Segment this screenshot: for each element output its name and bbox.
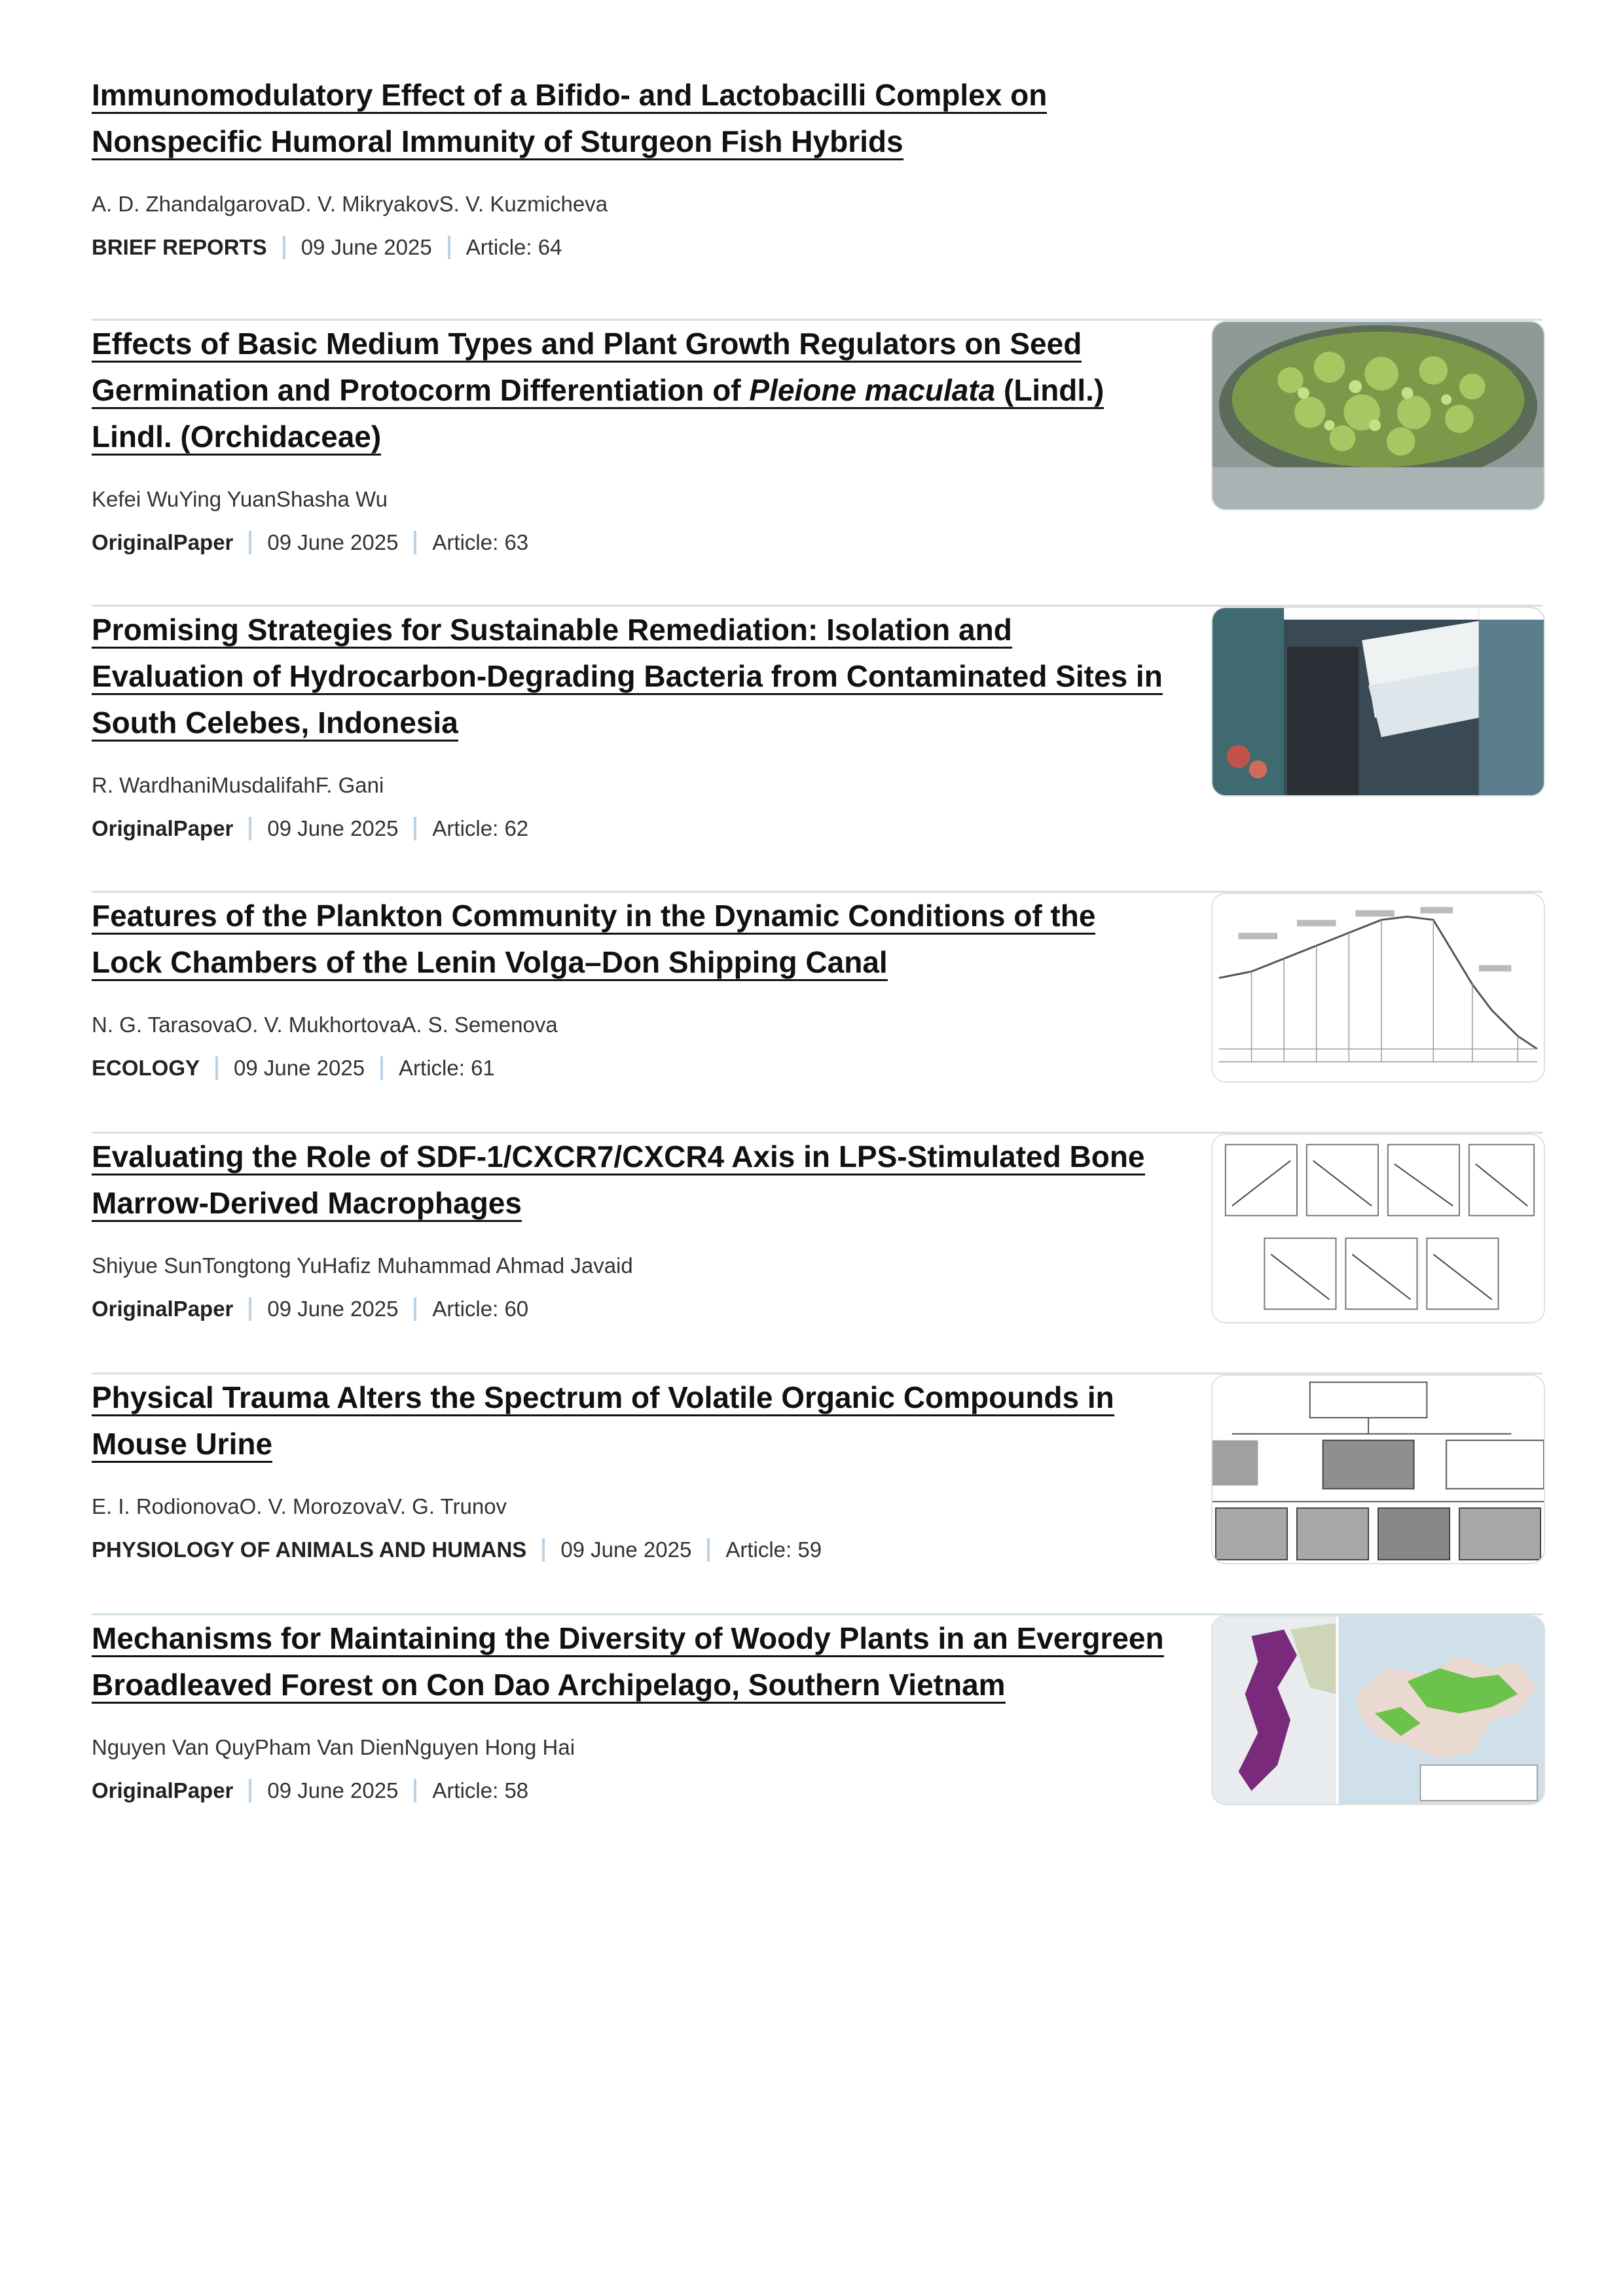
article-thumbnail[interactable] (1211, 1374, 1545, 1564)
article-title-italic: Pleione maculata (749, 373, 996, 407)
meta-divider (249, 817, 251, 840)
meta-divider (414, 1297, 416, 1321)
article-body (92, 607, 1165, 842)
article-item (92, 607, 1542, 893)
article-meta (92, 234, 1165, 260)
article-item (92, 1134, 1542, 1374)
article-number: Article: 63 (432, 530, 529, 554)
article-title-link[interactable] (92, 1134, 1165, 1227)
article-title-link[interactable] (92, 893, 1165, 986)
article-body (92, 1374, 1165, 1563)
article-title-link[interactable] (92, 607, 1165, 746)
article-meta (92, 1537, 1165, 1563)
article-thumbnail[interactable] (1211, 1134, 1545, 1323)
article-title[interactable]: Immunomodulatory Effect of a Bifido- and Lactobacilli Complex on Nonspecific Humoral Immunity of Sturgeon Fish Hybrids (92, 78, 1047, 160)
article-number: Article: 62 (432, 816, 529, 840)
meta-divider (283, 236, 285, 259)
article-date: 09 June 2025 (267, 1297, 399, 1321)
article-body (92, 321, 1165, 556)
article-title[interactable]: Promising Strategies for Sustainable Remediation: Isolation and Evaluation of Hydrocarbon-Degrading Bacteria from Contaminated Sites in South Celebes, Indonesia (92, 613, 1163, 742)
article-type: OriginalPaper (92, 1297, 234, 1321)
meta-divider (215, 1056, 218, 1080)
article-date: 09 June 2025 (560, 1537, 692, 1562)
article-authors: A. D. ZhandalgarovaD. V. MikryakovS. V. Kuzmicheva (92, 192, 608, 216)
article-type: PHYSIOLOGY OF ANIMALS AND HUMANS (92, 1537, 527, 1562)
article-item (92, 72, 1542, 321)
article-title[interactable]: Features of the Plankton Community in the Dynamic Conditions of the Lock Chambers of the Lenin Volga–Don Shipping Canal (92, 899, 1095, 981)
meta-divider (448, 236, 450, 259)
article-date: 09 June 2025 (301, 235, 432, 259)
article-number: Article: 58 (432, 1778, 529, 1803)
article-thumbnail[interactable] (1211, 1615, 1545, 1805)
article-type: OriginalPaper (92, 530, 234, 554)
article-body (92, 1615, 1165, 1804)
article-title-link[interactable] (92, 1374, 1165, 1467)
meta-divider (707, 1538, 710, 1562)
meta-divider (249, 1297, 251, 1321)
article-date: 09 June 2025 (234, 1056, 365, 1080)
article-item (92, 1615, 1542, 1877)
article-authors: R. WardhaniMusdalifahF. Gani (92, 773, 384, 797)
meta-divider (414, 1779, 416, 1803)
article-date: 09 June 2025 (267, 816, 399, 840)
article-title-link[interactable] (92, 1615, 1165, 1708)
article-type: ECOLOGY (92, 1056, 200, 1080)
article-body (92, 72, 1165, 260)
article-item (92, 893, 1542, 1134)
article-type: OriginalPaper (92, 816, 234, 840)
article-meta (92, 1055, 1165, 1081)
article-number: Article: 61 (399, 1056, 495, 1080)
article-number: Article: 64 (465, 235, 562, 259)
article-title[interactable]: Physical Trauma Alters the Spectrum of Volatile Organic Compounds in Mouse Urine (92, 1380, 1114, 1463)
article-authors: E. I. RodionovaO. V. MorozovaV. G. Trunov (92, 1494, 507, 1518)
article-list (92, 72, 1542, 1877)
article-title-link[interactable] (92, 72, 1165, 165)
article-thumbnail[interactable] (1211, 321, 1545, 511)
article-authors: Kefei WuYing YuanShasha Wu (92, 487, 388, 511)
meta-divider (249, 531, 251, 554)
meta-divider (414, 531, 416, 554)
article-type: BRIEF REPORTS (92, 235, 267, 259)
article-type: OriginalPaper (92, 1778, 234, 1803)
article-meta (92, 816, 1165, 842)
article-title[interactable]: Evaluating the Role of SDF-1/CXCR7/CXCR4 Axis in LPS-Stimulated Bone Marrow-Derived Macrophages (92, 1139, 1145, 1222)
article-number: Article: 60 (432, 1297, 529, 1321)
article-authors: Shiyue SunTongtong YuHafiz Muhammad Ahmad Javaid (92, 1253, 633, 1278)
article-item (92, 321, 1542, 607)
meta-divider (542, 1538, 545, 1562)
article-date: 09 June 2025 (267, 530, 399, 554)
article-number: Article: 59 (725, 1537, 822, 1562)
article-thumbnail[interactable] (1211, 893, 1545, 1083)
article-meta (92, 1296, 1165, 1322)
article-body (92, 893, 1165, 1081)
article-thumbnail[interactable] (1211, 607, 1545, 797)
article-body (92, 1134, 1165, 1322)
article-meta (92, 529, 1165, 556)
article-title[interactable]: Mechanisms for Maintaining the Diversity of Woody Plants in an Evergreen Broadleaved Forest on Con Dao Archipelago, Southern Vietnam (92, 1621, 1164, 1704)
meta-divider (380, 1056, 383, 1080)
article-title[interactable]: Effects of Basic Medium Types and Plant Growth Regulators on Seed Germination and Protocorm Differentiation of Pleione maculata (Lindl.) Lindl. (Orchidaceae) (92, 327, 1104, 456)
article-authors: N. G. TarasovaO. V. MukhortovaA. S. Semenova (92, 1013, 558, 1037)
article-meta (92, 1778, 1165, 1804)
meta-divider (414, 817, 416, 840)
article-authors: Nguyen Van QuyPham Van DienNguyen Hong Hai (92, 1735, 575, 1759)
article-title-link[interactable] (92, 321, 1165, 460)
article-item (92, 1374, 1542, 1615)
meta-divider (249, 1779, 251, 1803)
article-date: 09 June 2025 (267, 1778, 399, 1803)
